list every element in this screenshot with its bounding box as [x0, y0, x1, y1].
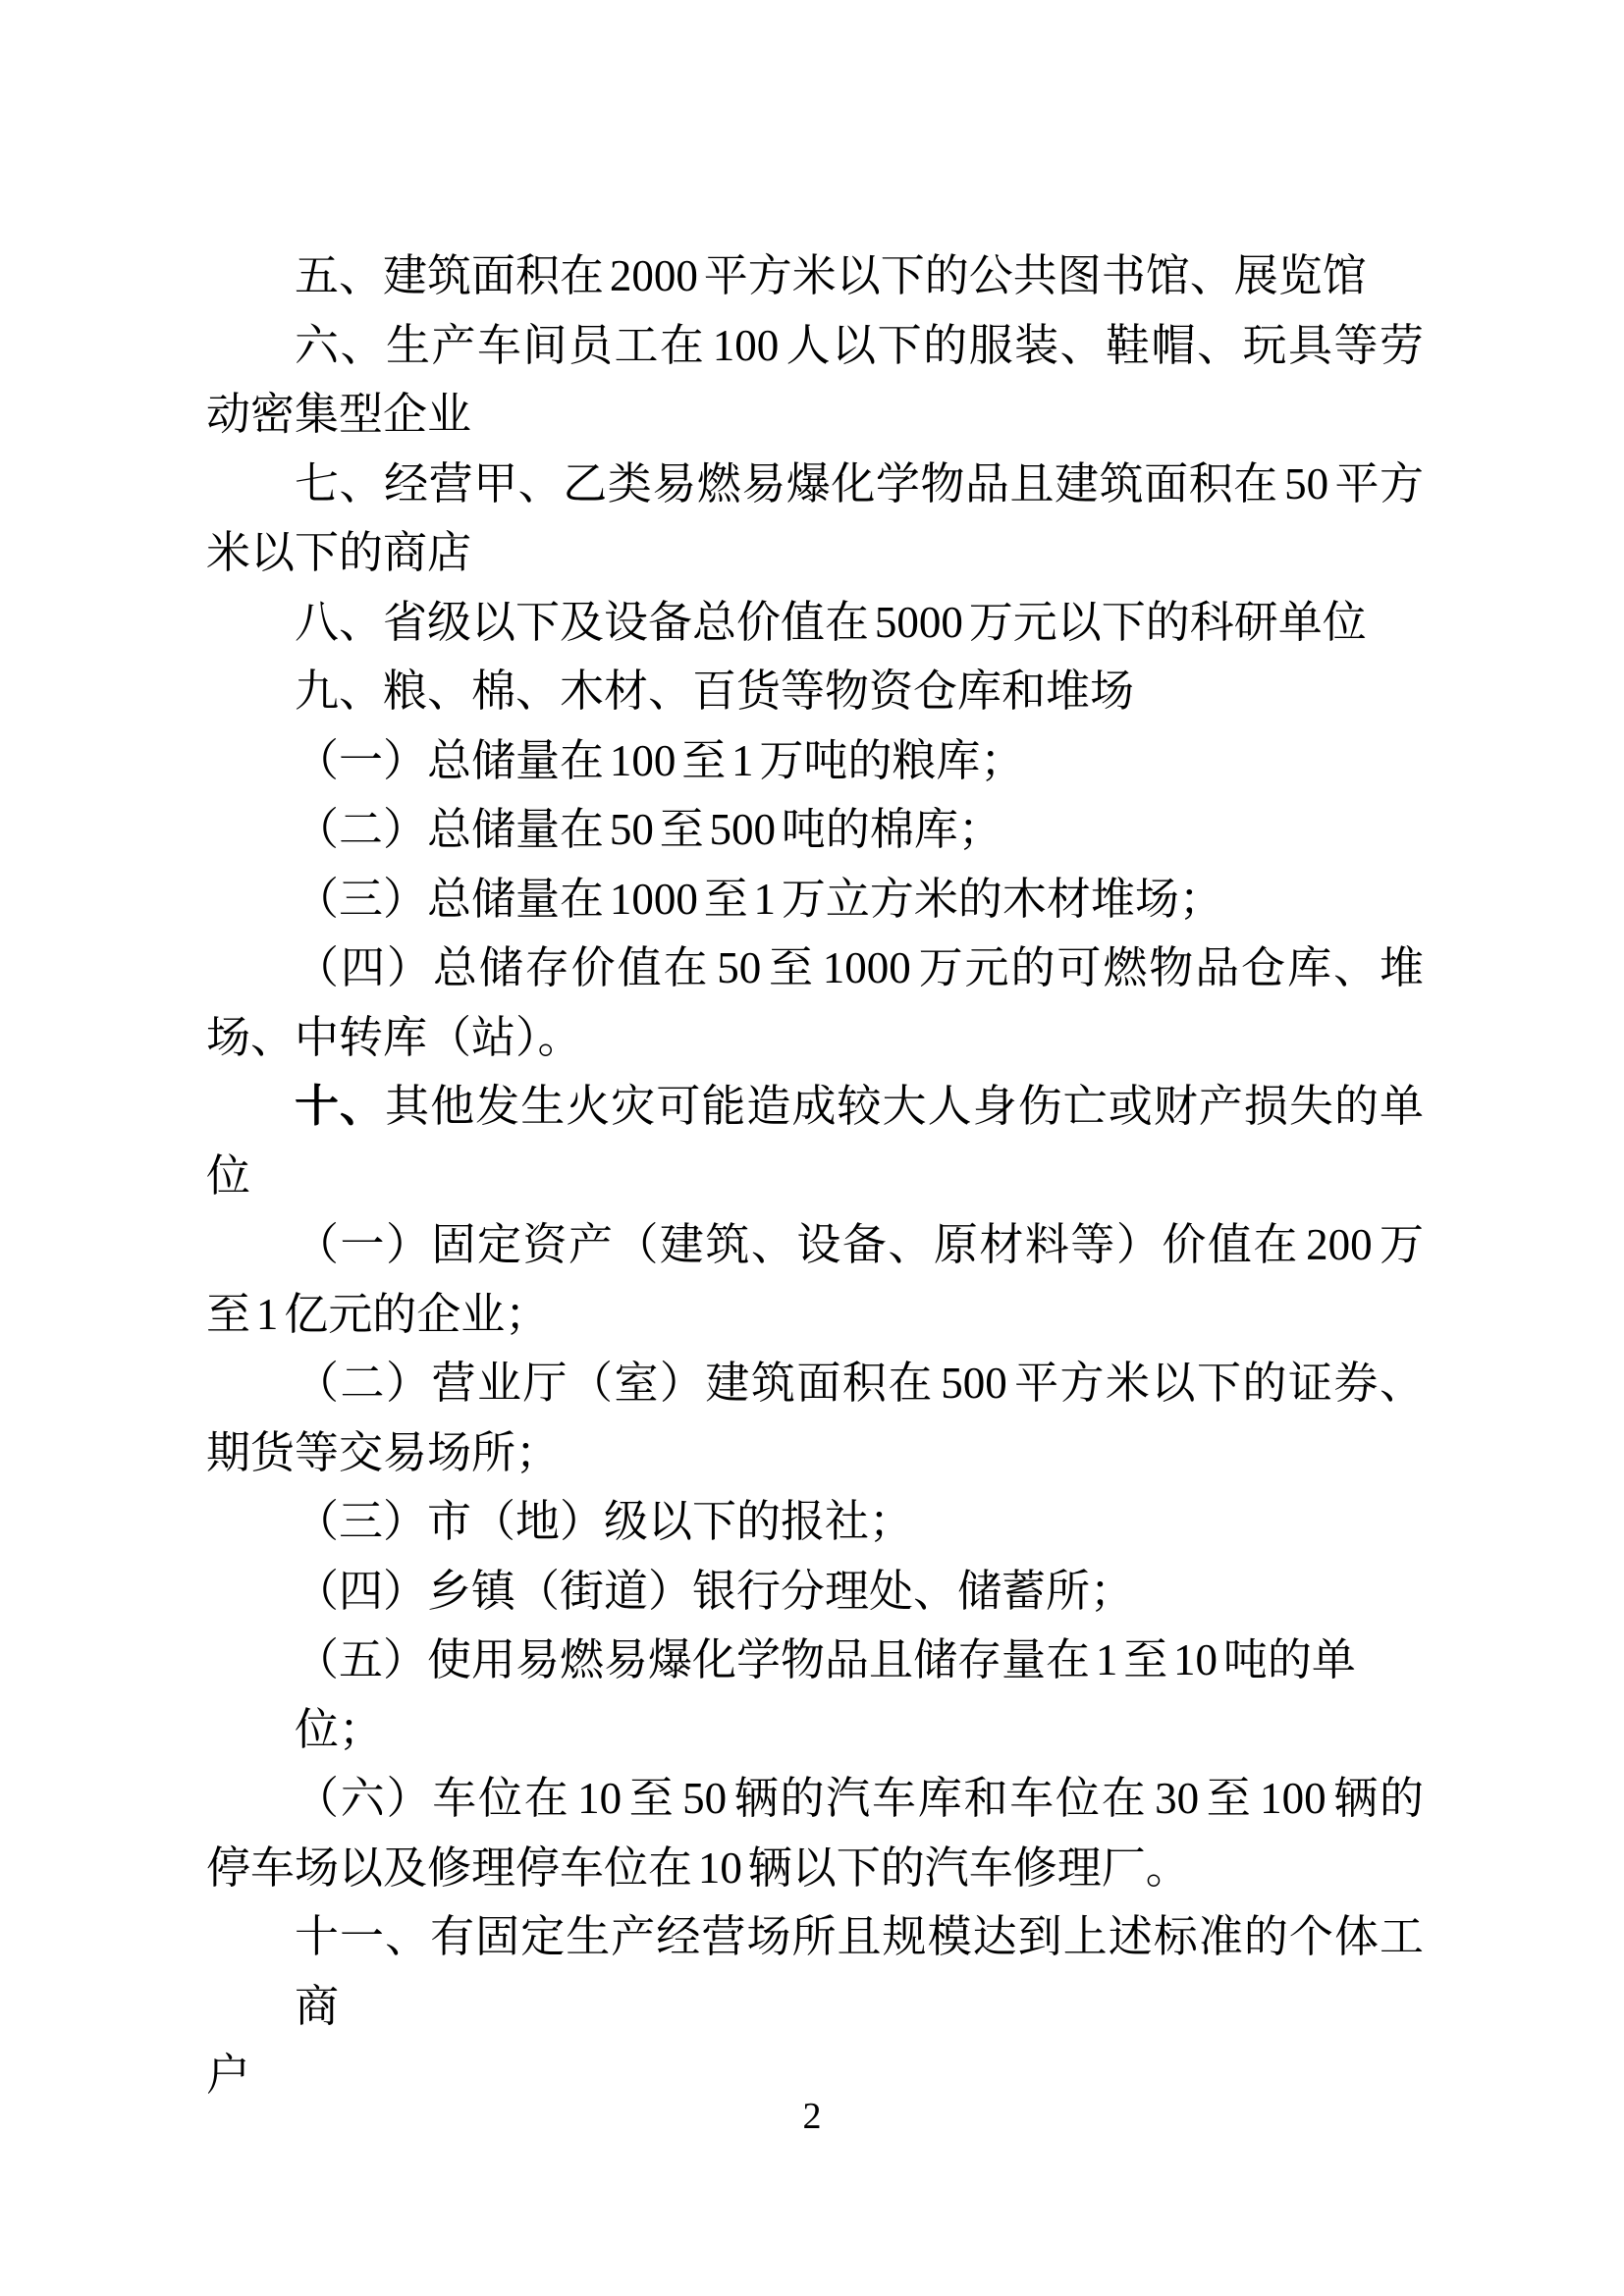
line-text: 其他发生火灾可能造成较大人身伤亡或财产损失的单	[385, 1082, 1424, 1131]
line-item-10-sub-6-cont	[206, 1834, 1424, 1903]
line-item-5	[206, 241, 1424, 311]
line-text: 至 1 亿元的企业；	[206, 1289, 550, 1339]
line-text: 户	[206, 2051, 251, 2100]
line-item-10-sub-6	[206, 1764, 1424, 1834]
line-text: 动密集型企业	[206, 390, 472, 439]
line-item-9-sub-1	[206, 726, 1424, 796]
line-text: 九、粮、棉、木材、百货等物资仓库和堆场	[295, 667, 1135, 716]
line-text: （四）总储存价值在 50 至 1000 万元的可燃物品仓库、堆	[295, 943, 1424, 992]
line-text: 位	[206, 1150, 251, 1201]
line-item-9-sub-4-cont	[206, 1003, 1424, 1073]
line-item-10	[206, 1072, 1424, 1142]
line-item-8	[206, 588, 1424, 658]
line-item-9	[206, 657, 1424, 726]
line-item-9-sub-2	[206, 795, 1424, 865]
line-item-6-cont	[206, 380, 1424, 450]
line-text: 八、省级以下及设备总价值在 5000 万元以下的科研单位	[295, 597, 1367, 647]
line-text: （三）总储量在 1000 至 1 万立方米的木材堆场；	[295, 874, 1223, 924]
line-item-10-sub-1	[206, 1210, 1424, 1280]
document-text-block	[206, 241, 1424, 2110]
line-item-7	[206, 450, 1424, 519]
line-item-10-sub-2	[206, 1349, 1424, 1418]
line-text: （六）车位在 10 至 50 辆的汽车库和车位在 30 至 100 辆的	[295, 1774, 1424, 1823]
line-text: 五、建筑面积在 2000 平方米以下的公共图书馆、展览馆	[295, 251, 1367, 300]
line-item-10-sub-2-cont	[206, 1418, 1424, 1488]
line-item-10-sub-5	[206, 1626, 1424, 1764]
line-item-9-sub-3	[206, 865, 1424, 934]
line-item-7-cont	[206, 518, 1424, 588]
line-text: （一）总储量在 100 至 1 万吨的粮库；	[295, 735, 1025, 785]
line-item-6	[206, 311, 1424, 381]
line-text: （二）营业厅（室）建筑面积在 500 平方米以下的证券、	[295, 1359, 1424, 1408]
page-number: 2	[802, 2096, 822, 2137]
line-item-10-cont	[206, 1142, 1424, 1211]
line-text: （五）使用易燃易爆化学物品且储存量在 1 至 10 吨的单位；	[295, 1635, 1356, 1754]
line-text: 六、生产车间员工在 100 人以下的服装、鞋帽、玩具等劳	[295, 320, 1424, 370]
line-text: （二）总储量在 50 至 500 吨的棉库；	[295, 805, 1002, 854]
line-text: 十一、有固定生产经营场所且规模达到上述标准的个体工商	[295, 1912, 1424, 2031]
line-text: （四）乡镇（街道）银行分理处、储蓄所；	[295, 1566, 1135, 1616]
line-item-9-sub-4	[206, 934, 1424, 1003]
line-text: （一）固定资产（建筑、设备、原材料等）价值在 200 万	[295, 1220, 1424, 1269]
line-item-10-sub-1-cont	[206, 1280, 1424, 1350]
line-text: 七、经营甲、乙类易燃易爆化学物品且建筑面积在 50 平方	[295, 458, 1424, 508]
line-item-10-sub-4	[206, 1557, 1424, 1627]
line-text: 停车场以及修理停车位在 10 辆以下的汽车修理厂。	[206, 1842, 1190, 1893]
line-text: 期货等交易场所；	[206, 1427, 561, 1477]
line-item-10-sub-3	[206, 1487, 1424, 1557]
item-10-bold-marker: 十、	[295, 1082, 386, 1131]
line-item-11	[206, 1902, 1424, 2041]
line-text: （三）市（地）级以下的报社；	[295, 1497, 914, 1546]
line-text: 米以下的商店	[206, 528, 472, 577]
line-text: 场、中转库（站）。	[206, 1012, 582, 1062]
